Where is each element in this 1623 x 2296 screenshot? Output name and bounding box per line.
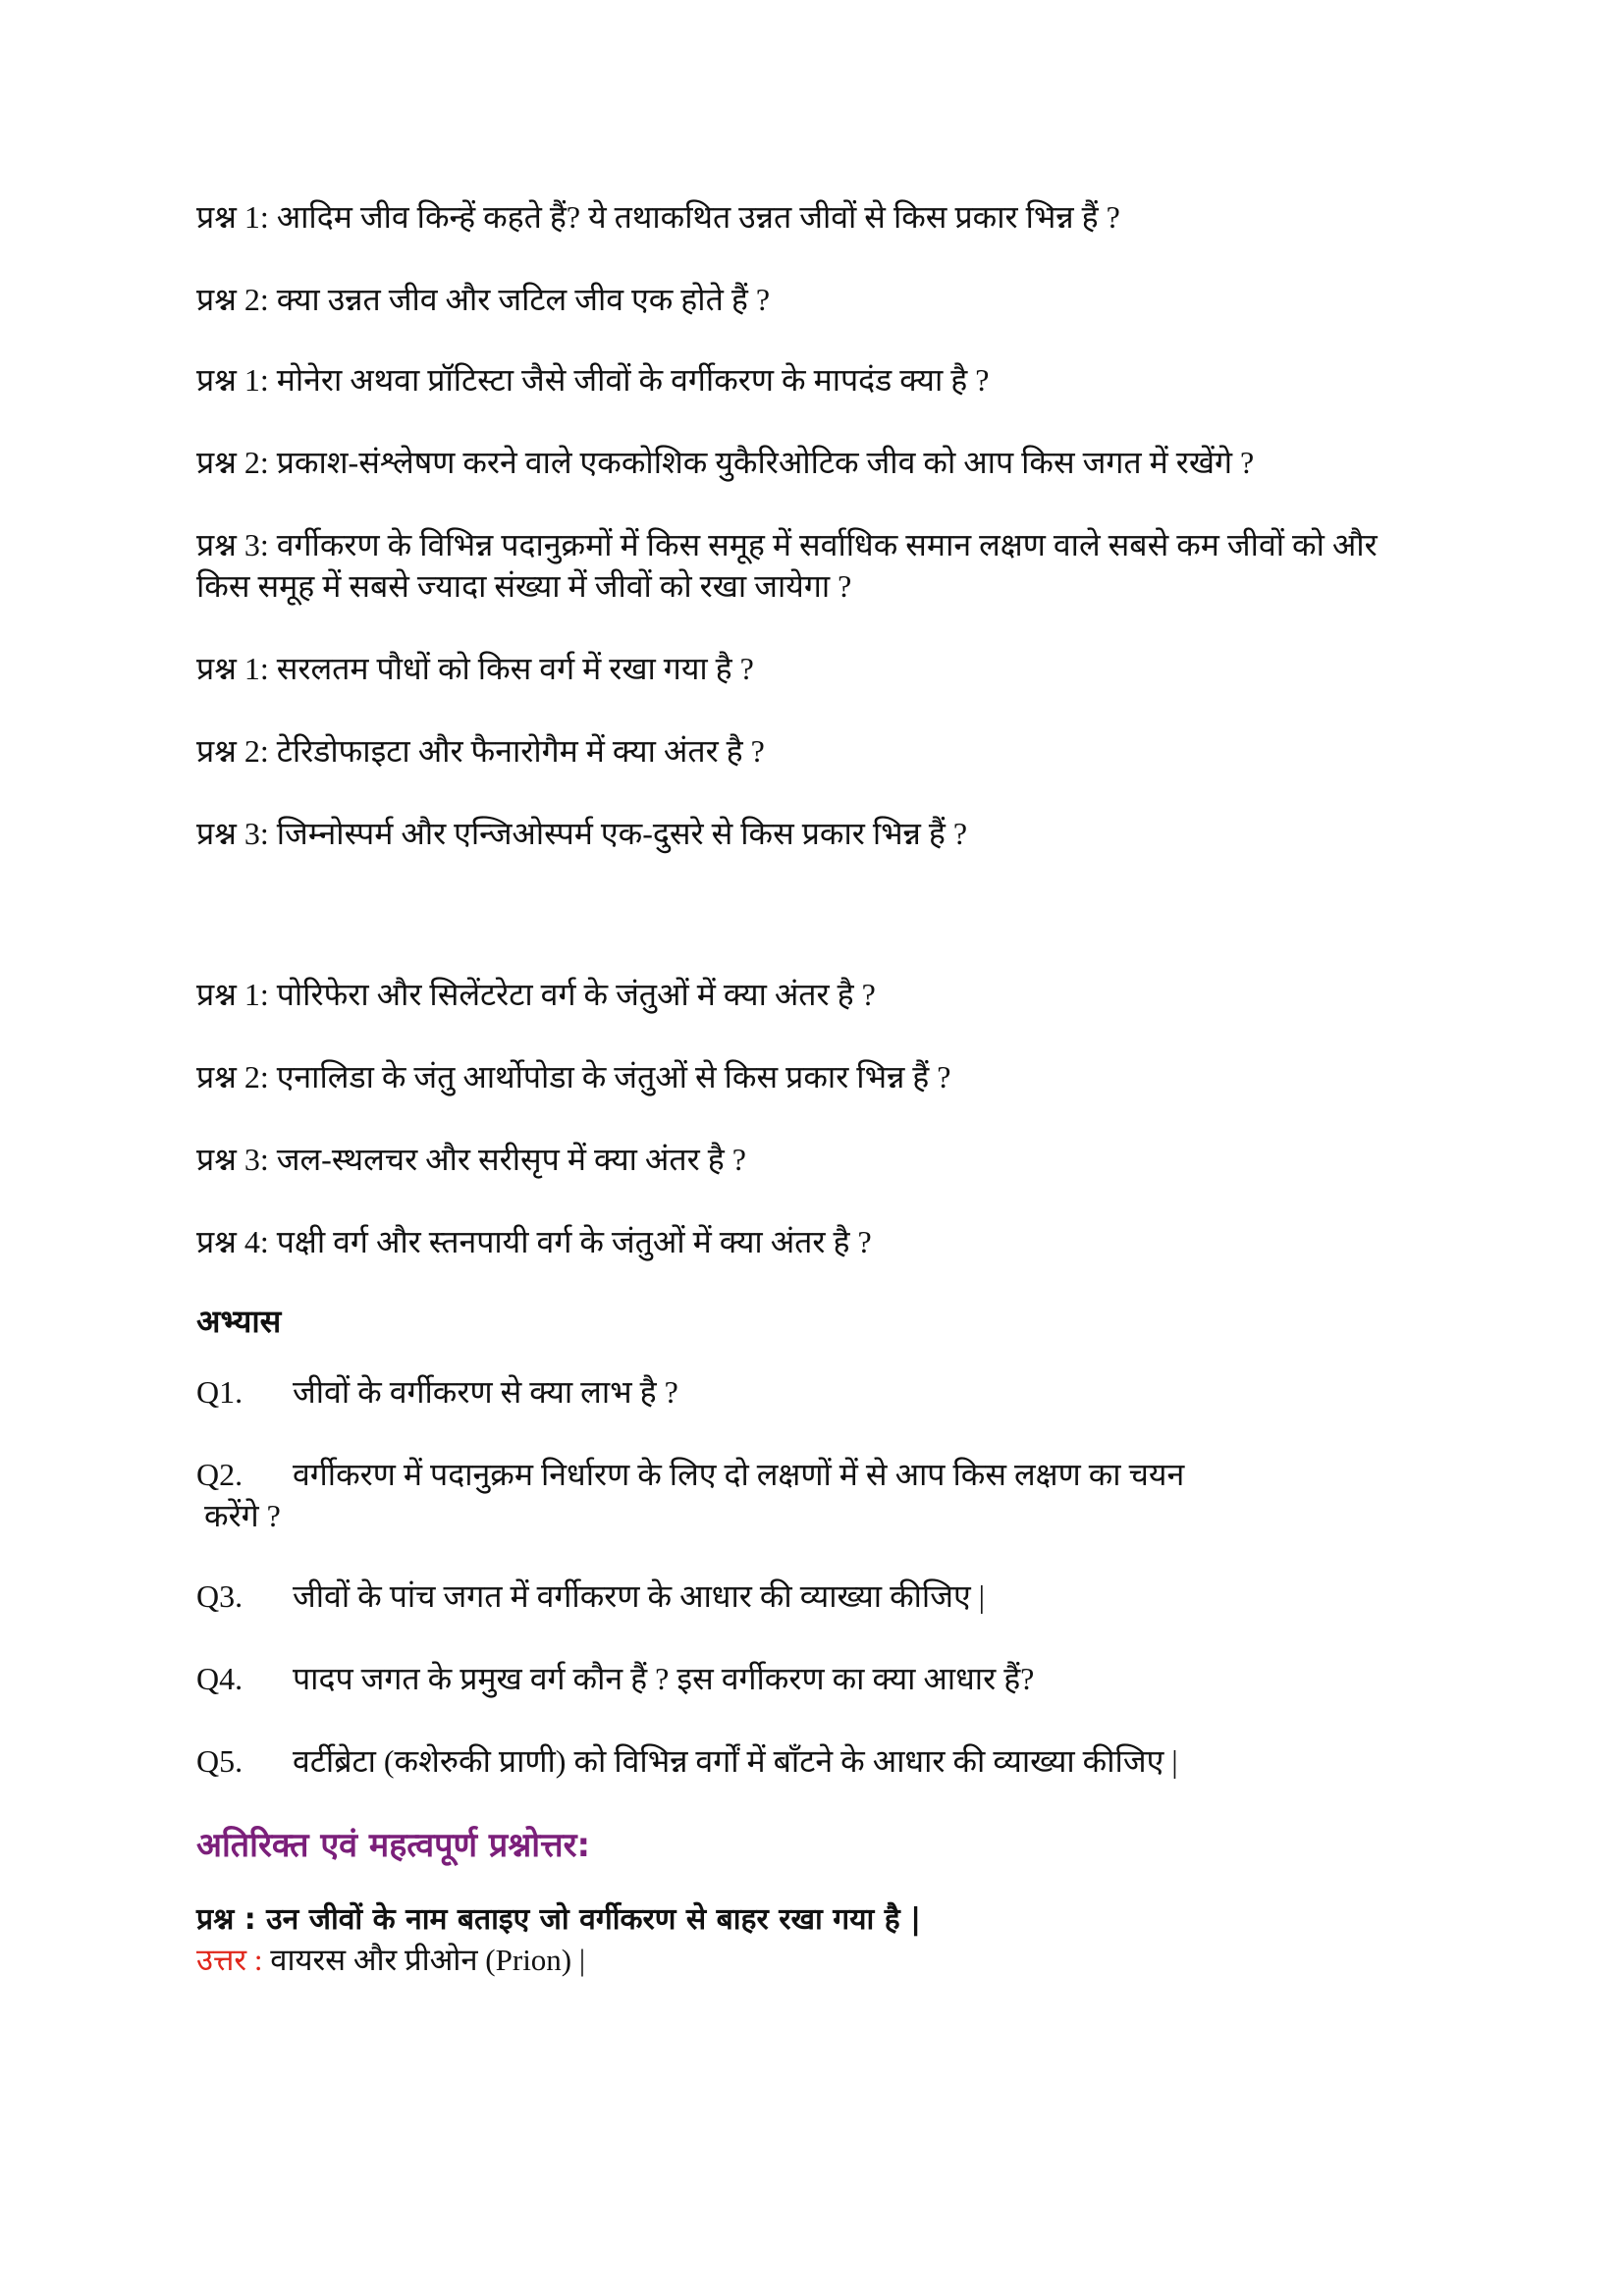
- exercise-text: वर्गीकरण में पदानुक्रम निर्धारण के लिए दो लक्षणों में से आप किस लक्षण का चयन: [293, 1457, 1185, 1492]
- exercise-item: [196, 1371, 1434, 1413]
- answer-label: उत्तर :: [196, 1943, 263, 1977]
- question-d2: प्रश्न 2: एनालिडा के जंतु आर्थोपोडा के जंतुओं से किस प्रकार भिन्न हैं ?: [196, 1059, 951, 1095]
- exercise-text: वर्टीब्रेटा (कशेरुकी प्राणी) को विभिन्न वर्गों में बाँटने के आधार की व्याख्या कीजिए |: [293, 1743, 1178, 1779]
- extra-heading: अतिरिक्त एवं महत्वपूर्ण प्रश्नोत्तर:: [196, 1826, 591, 1865]
- exercise-text: जीवों के पांच जगत में वर्गीकरण के आधार की व्याख्या कीजिए |: [293, 1578, 986, 1614]
- exercise-list: [196, 1371, 1434, 1782]
- exercise-item: [196, 1575, 1434, 1617]
- exercise-item: [196, 1658, 1434, 1699]
- exercise-item: [196, 1454, 1434, 1495]
- exercise-continuation: करेंगे ?: [204, 1498, 281, 1533]
- exercise-number: Q5.: [196, 1743, 243, 1779]
- extra-question: प्रश्न : उन जीवों के नाम बताइए जो वर्गीकरण से बाहर रखा गया है |: [196, 1902, 922, 1937]
- exercise-number: Q3.: [196, 1578, 243, 1614]
- question-d4: प्रश्न 4: पक्षी वर्ग और स्तनपायी वर्ग के जंतुओं में क्या अंतर है ?: [196, 1224, 872, 1259]
- exercise-text: पादप जगत के प्रमुख वर्ग कौन हैं ? इस वर्गीकरण का क्या आधार हैं?: [293, 1661, 1035, 1696]
- extra-answer: [196, 1941, 1434, 1980]
- question-a1: प्रश्न 1: आदिम जीव किन्हें कहते हैं? ये तथाकथित उन्नत जीवों से किस प्रकार भिन्न हैं ?: [196, 199, 1120, 235]
- answer-text: वायरस और प्रीओन (Prion) |: [262, 1943, 586, 1977]
- exercise-text: जीवों के वर्गीकरण से क्या लाभ है ?: [293, 1374, 678, 1410]
- exercise-number: Q2.: [196, 1457, 243, 1492]
- question-b3: प्रश्न 3: वर्गीकरण के विभिन्न पदानुक्रमों में किस समूह में सर्वाधिक समान लक्षण वाले सबसे कम जीवों को और किस समूह में सबसे ज्यादा संख्या में जीवों को रखा जायेगा ?: [196, 527, 1378, 604]
- exercise-item: [196, 1740, 1434, 1782]
- question-b1: प्रश्न 1: मोनेरा अथवा प्रॉटिस्टा जैसे जीवों के वर्गीकरण के मापदंड क्या है ?: [196, 362, 990, 398]
- question-c2: प्रश्न 2: टेरिडोफाइटा और फैनारोगैम में क्या अंतर है ?: [196, 733, 765, 769]
- question-c3: प्रश्न 3: जिम्नोस्पर्म और एन्जिओस्पर्म एक-दुसरे से किस प्रकार भिन्न हैं ?: [196, 816, 968, 851]
- question-c1: प्रश्न 1: सरलतम पौधों को किस वर्ग में रखा गया है ?: [196, 651, 754, 686]
- question-d3: प्रश्न 3: जल-स्थलचर और सरीसृप में क्या अंतर है ?: [196, 1142, 746, 1177]
- question-a2: प्रश्न 2: क्या उन्नत जीव और जटिल जीव एक होते हैं ?: [196, 282, 771, 317]
- exercise-number: Q4.: [196, 1661, 243, 1696]
- question-d1: प्रश्न 1: पोरिफेरा और सिलेंटरेटा वर्ग के जंतुओं में क्या अंतर है ?: [196, 977, 876, 1012]
- exercise-number: Q1.: [196, 1374, 243, 1410]
- question-b2: प्रश्न 2: प्रकाश-संश्लेषण करने वाले एककोशिक युकैरिओटिक जीव को आप किस जगत में रखेंगे ?: [196, 445, 1255, 480]
- document-page: [196, 196, 1434, 1980]
- exercise-heading: अभ्यास: [196, 1303, 282, 1340]
